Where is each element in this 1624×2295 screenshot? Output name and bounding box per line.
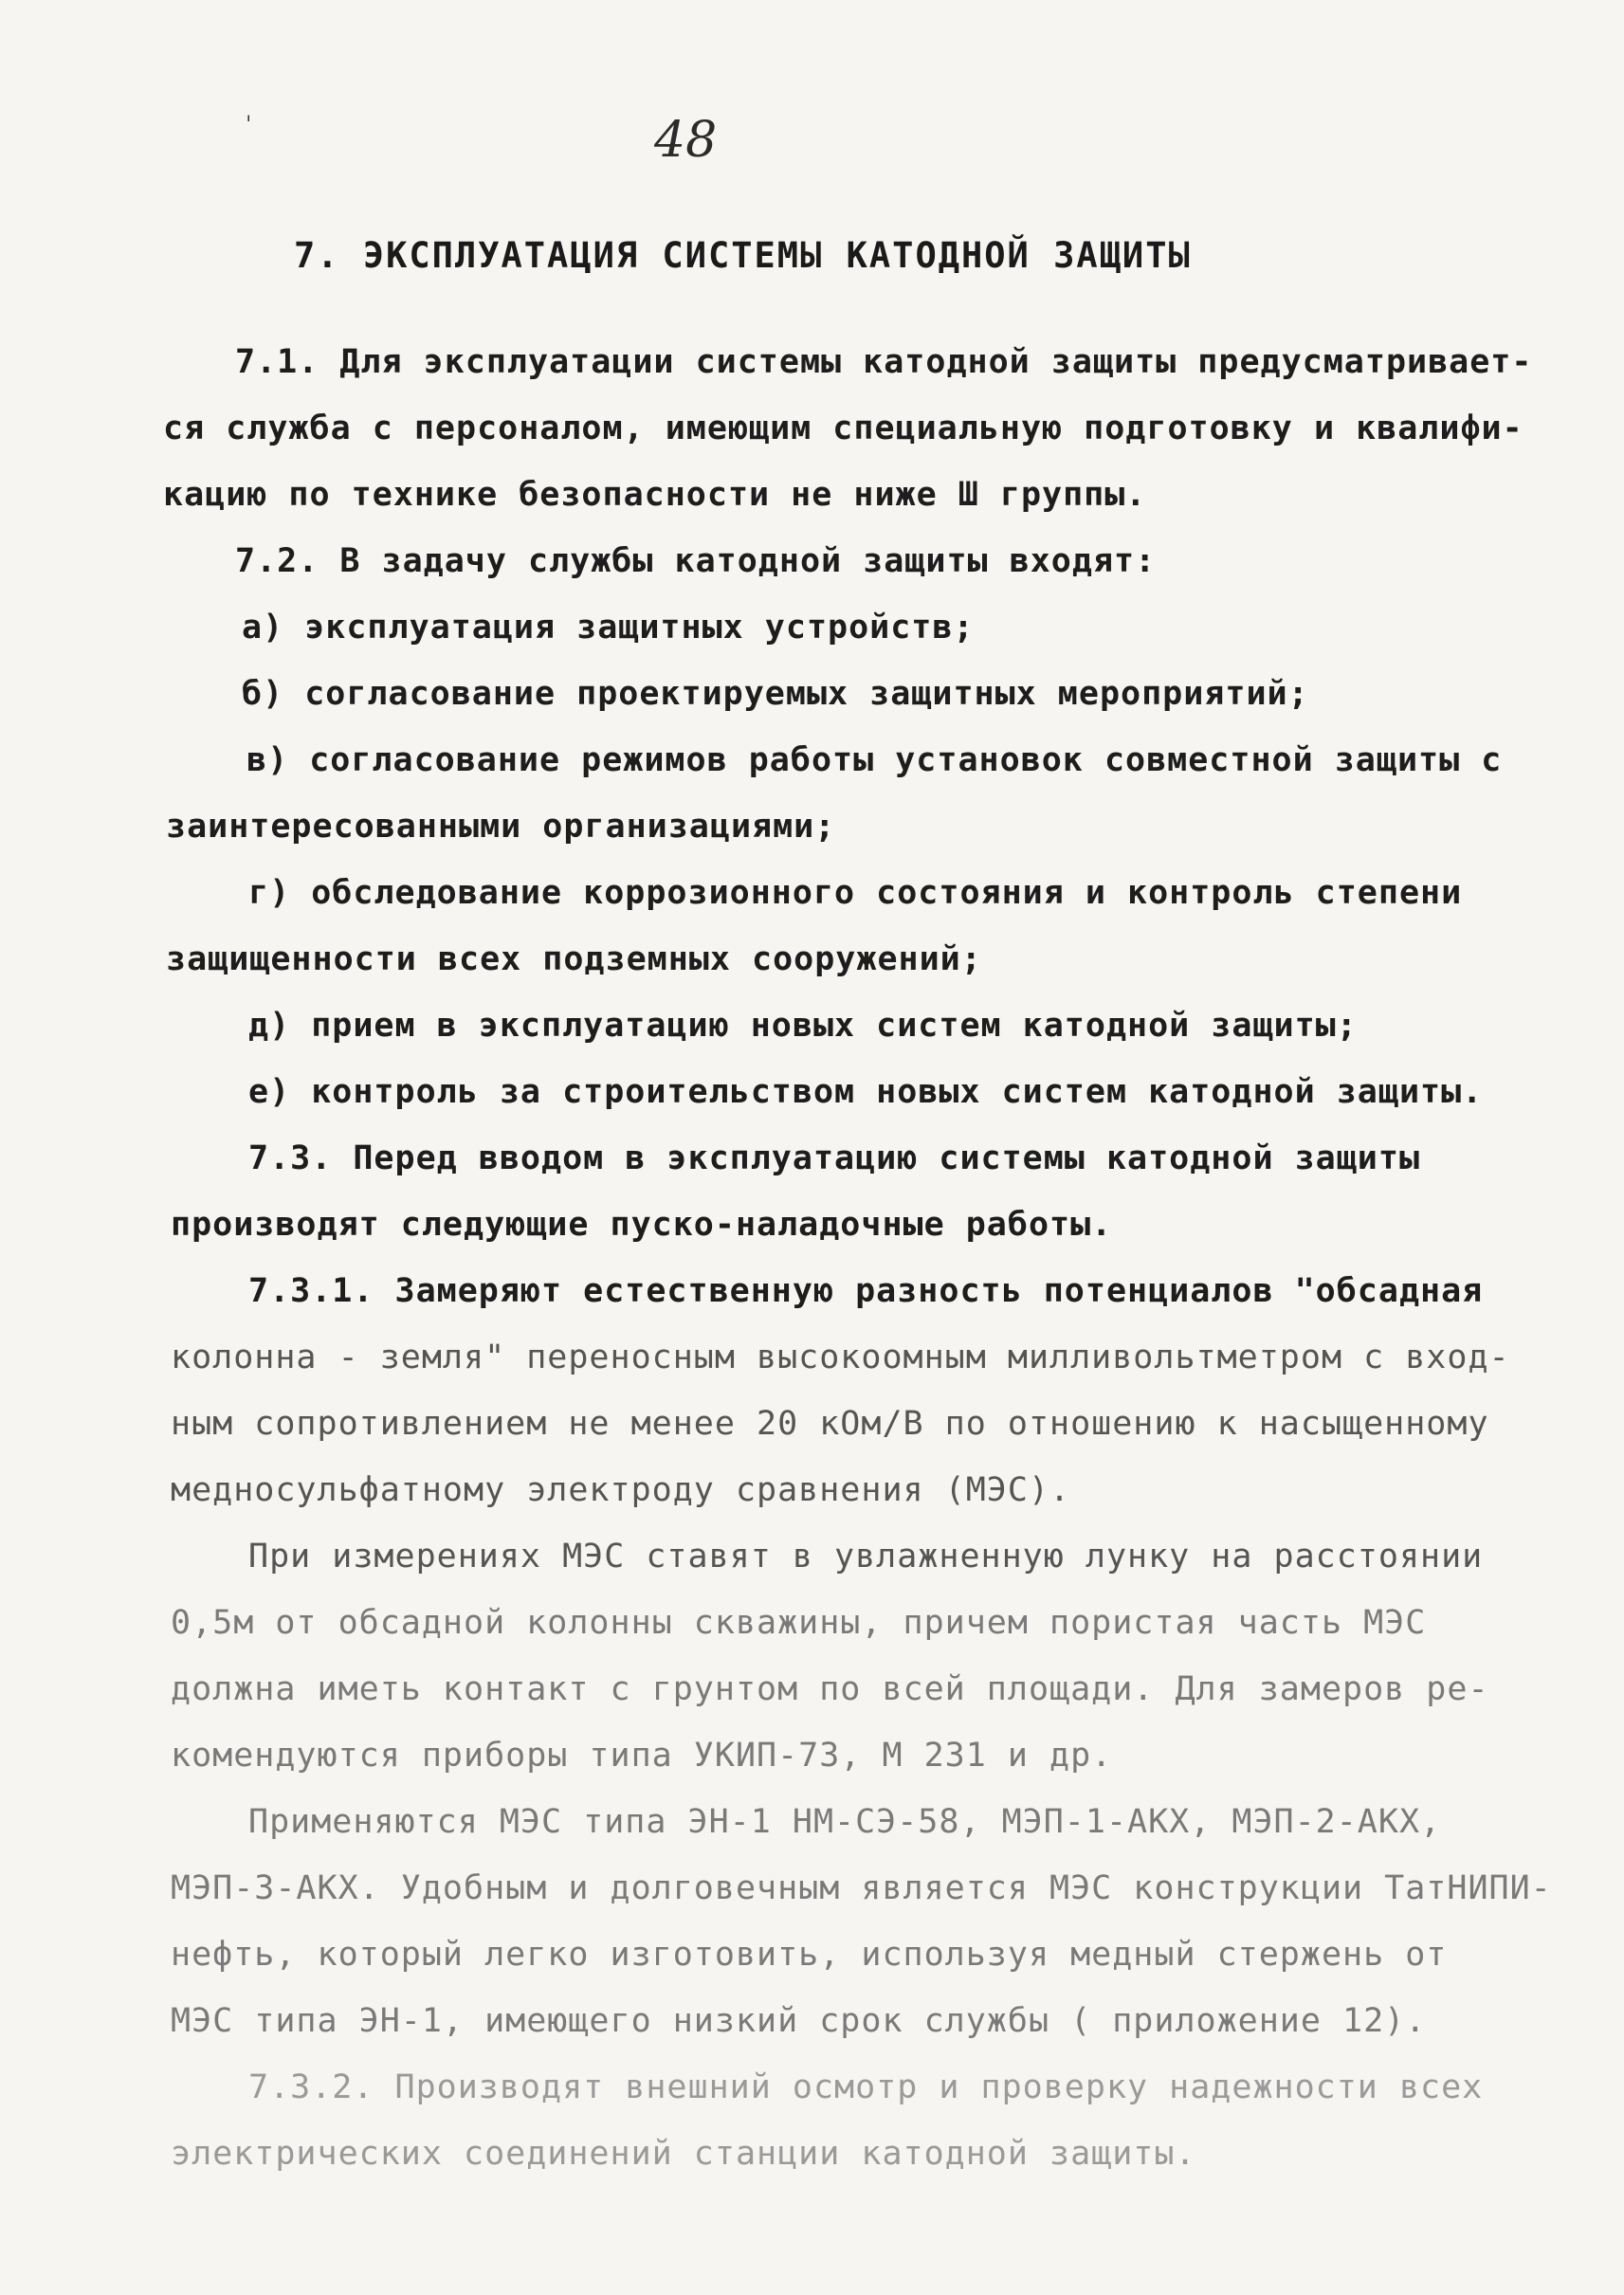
page-number: 48 bbox=[654, 112, 718, 169]
text-line: кацию по технике безопасности не ниже Ш группы. bbox=[163, 476, 1147, 514]
text-line: МЭС типа ЭН-1, имеющего низкий срок службы ( приложение 12). bbox=[171, 2002, 1427, 2040]
text-line: защищенности всех подземных сооружений; bbox=[166, 940, 982, 978]
text-line: При измерениях МЭС ставят в увлажненную лунку на расстоянии bbox=[248, 1538, 1484, 1576]
text-line: а) эксплуатация защитных устройств; bbox=[242, 609, 975, 647]
text-line: МЭП-3-АКХ. Удобным и долговечным является МЭС конструкции ТатНИПИ- bbox=[171, 1869, 1552, 1907]
text-line: заинтересованными организациями; bbox=[166, 808, 836, 846]
text-line: 7.2. В задачу службы катодной защиты входят: bbox=[235, 542, 1157, 580]
text-line: ным сопротивлением не менее 20 кОм/В по отношению к насыщенному bbox=[171, 1405, 1489, 1443]
text-line: 7.1. Для эксплуатации системы катодной защиты предусматривает- bbox=[235, 343, 1533, 381]
text-line: электрических соединений станции катодной защиты. bbox=[171, 2135, 1196, 2173]
text-line: 0,5м от обсадной колонны скважины, причем пористая часть МЭС bbox=[171, 1604, 1427, 1642]
text-line: комендуются приборы типа УКИП-73, М 231 и др. bbox=[171, 1737, 1113, 1775]
text-line: медносульфатному электроду сравнения (МЭС). bbox=[171, 1471, 1071, 1509]
text-line: г) обследование коррозионного состояния и контроль степени bbox=[248, 874, 1463, 912]
text-line: 7.3.2. Производят внешний осмотр и проверку надежности всех bbox=[248, 2068, 1484, 2106]
text-line: ся служба с персоналом, имеющим специальную подготовку и квалифи- bbox=[163, 410, 1524, 447]
text-line: нефть, который легко изготовить, используя медный стержень от bbox=[171, 1936, 1448, 1974]
text-line: 7.3.1. Замеряют естественную разность потенциалов "обсадная bbox=[248, 1272, 1484, 1310]
section-heading: 7. ЭКСПЛУАТАЦИЯ СИСТЕМЫ КАТОДНОЙ ЗАЩИТЫ bbox=[294, 235, 1192, 276]
text-line: Применяются МЭС типа ЭН-1 НМ-СЭ-58, МЭП-1-АКХ, МЭП-2-АКХ, bbox=[248, 1803, 1442, 1841]
text-line: должна иметь контакт с грунтом по всей площади. Для замеров ре- bbox=[171, 1670, 1489, 1708]
text-line: 7.3. Перед вводом в эксплуатацию системы катодной защиты bbox=[248, 1139, 1421, 1177]
text-line: б) согласование проектируемых защитных мероприятий; bbox=[242, 675, 1309, 713]
margin-tick-mark: ˈ bbox=[242, 112, 256, 138]
text-line: д) прием в эксплуатацию новых систем катодной защиты; bbox=[248, 1007, 1358, 1045]
text-line: производят следующие пуско-наладочные работы. bbox=[171, 1206, 1113, 1244]
text-line: е) контроль за строительством новых систем катодной защиты. bbox=[248, 1073, 1484, 1111]
text-line: колонна - земля" переносным высокоомным милливольтметром с вход- bbox=[171, 1339, 1510, 1376]
text-line: в) согласование режимов работы установок совместной защиты с bbox=[246, 741, 1503, 779]
